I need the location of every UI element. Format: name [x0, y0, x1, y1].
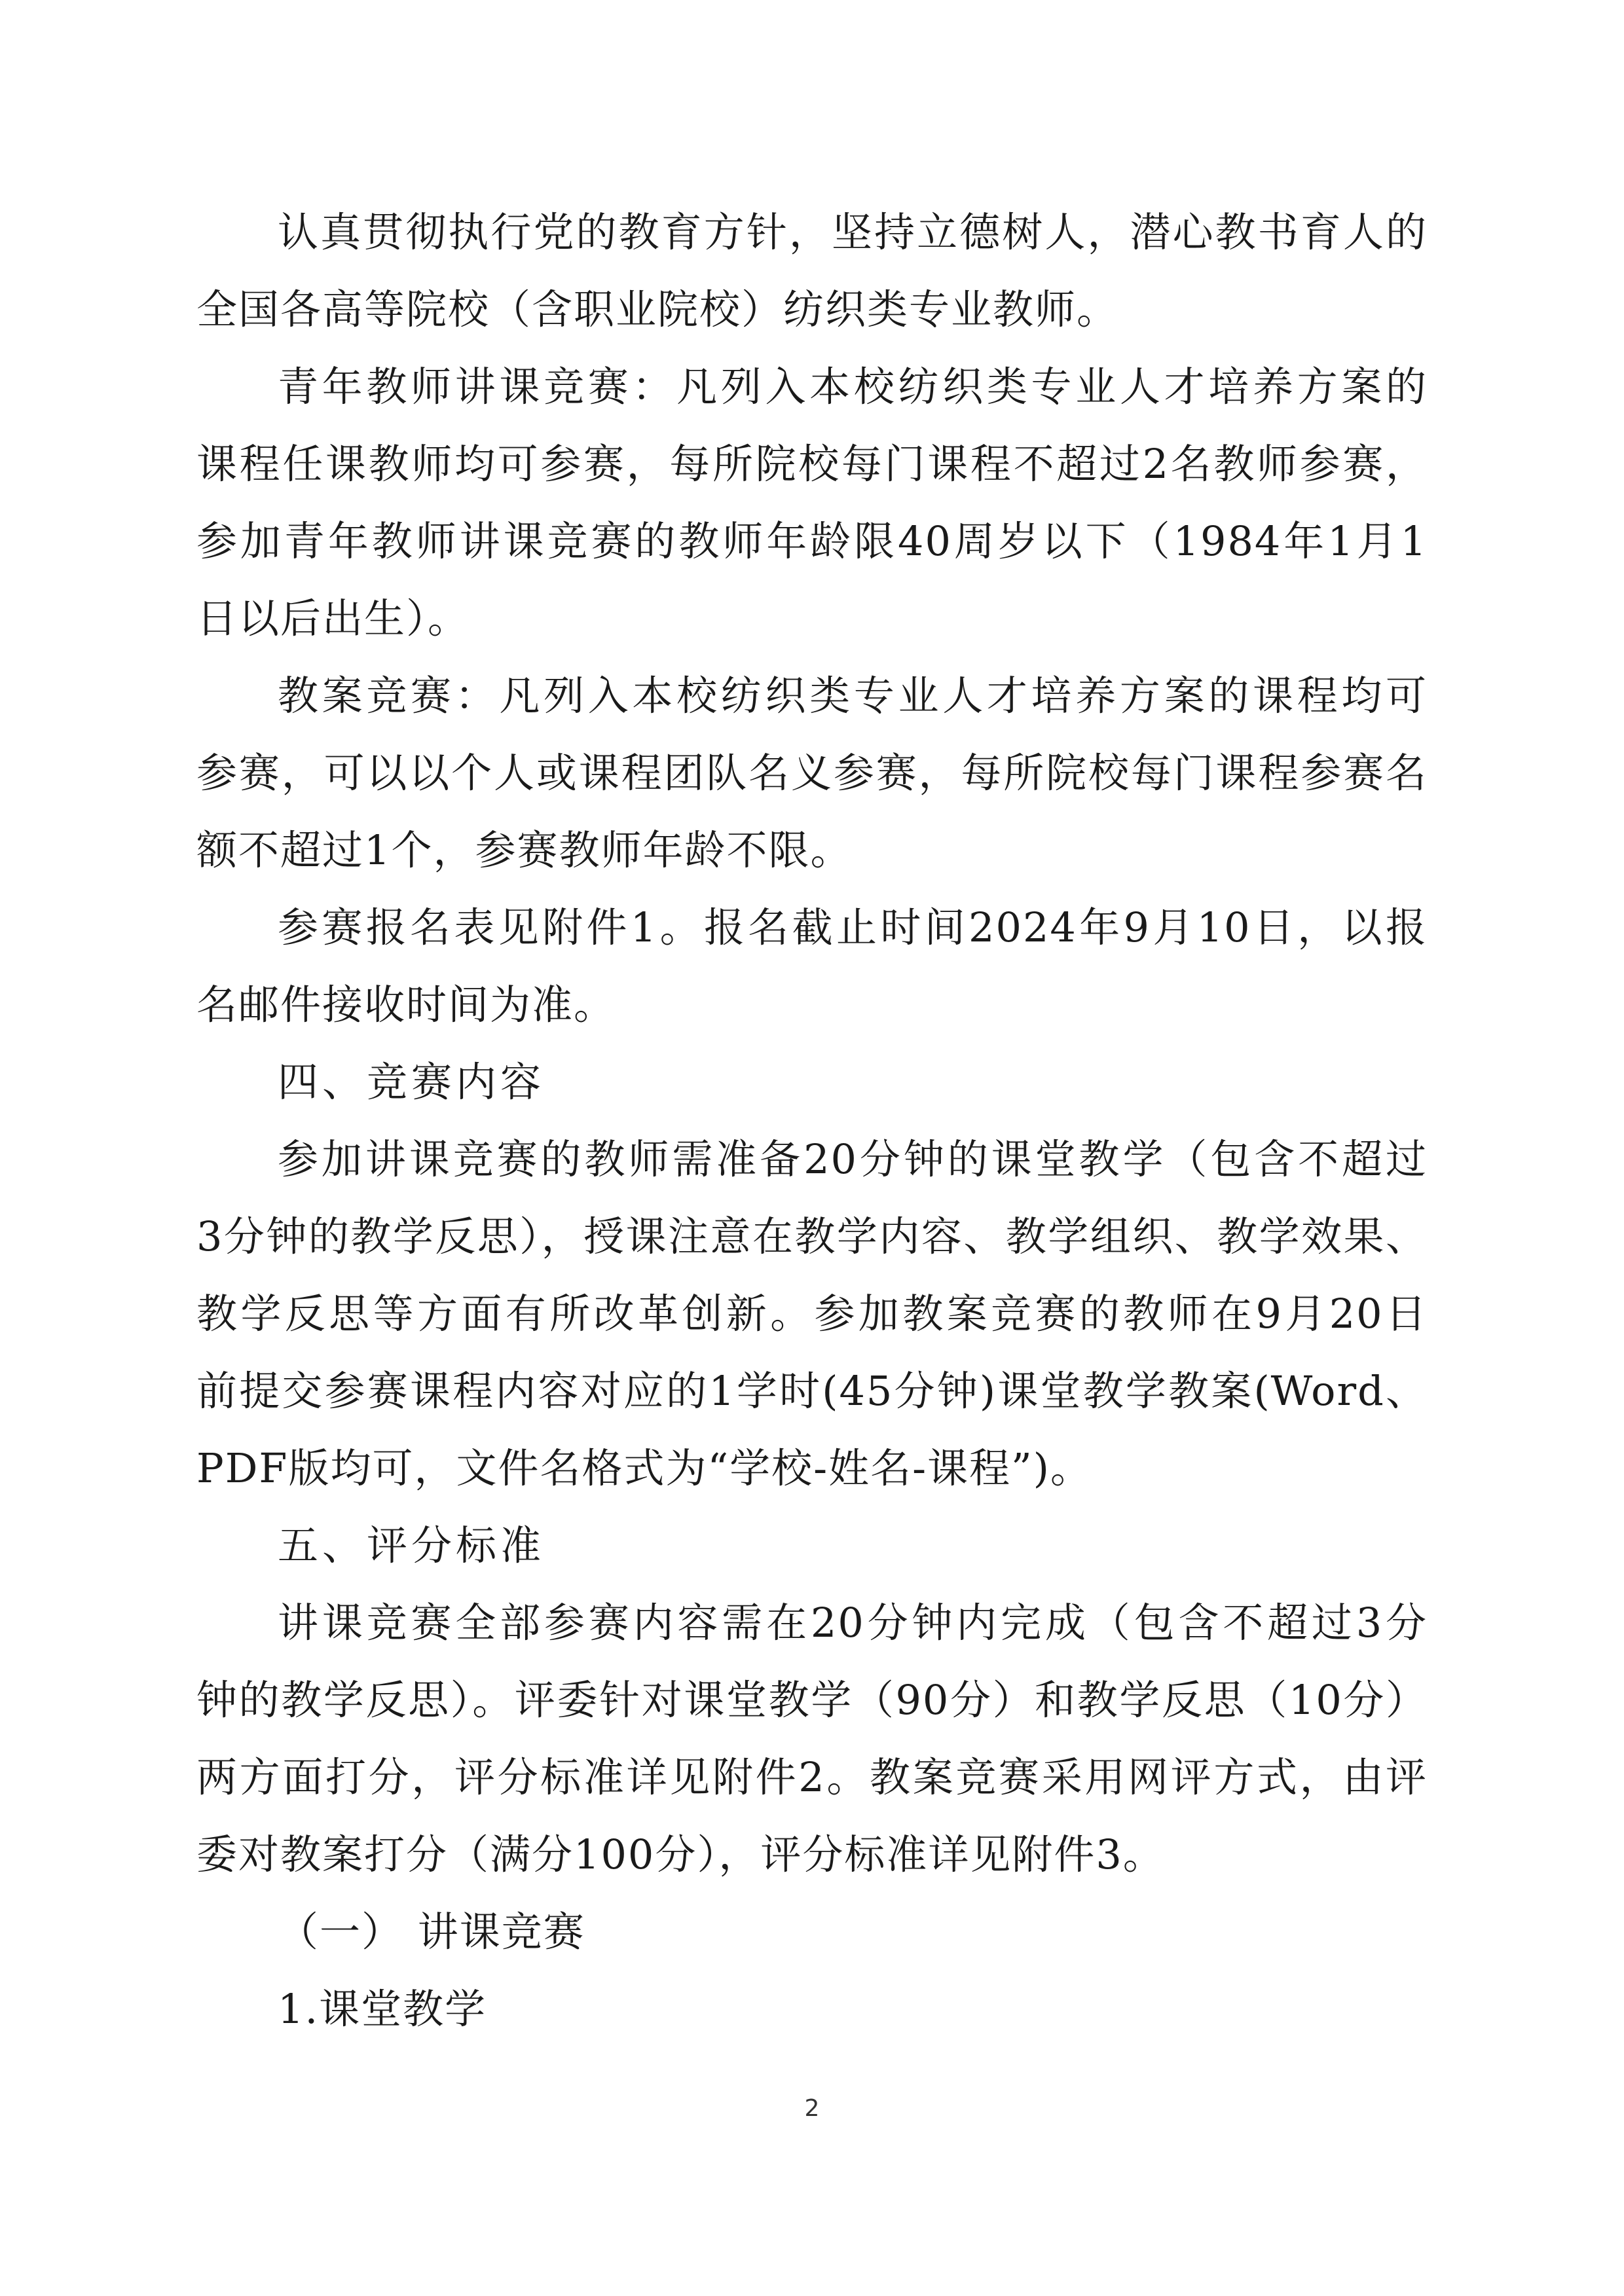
subsection-heading: （一） 讲课竞赛	[278, 1909, 585, 1955]
paragraph-line: 额不超过1个，参赛教师年龄不限。	[196, 828, 853, 873]
paragraph-line: 前提交参赛课程内容对应的1学时(45分钟)课堂教学教案(Word、	[196, 1368, 1428, 1414]
paragraph-line: 参赛，可以以个人或课程团队名义参赛，每所院校每门课程参赛名	[196, 750, 1428, 796]
paragraph-line: 钟的教学反思）。评委针对课堂教学（90分）和教学反思（10分）	[196, 1677, 1428, 1723]
paragraph-line: 讲课竞赛全部参赛内容需在20分钟内完成（包含不超过3分	[278, 1600, 1428, 1646]
section-heading: 五、评分标准	[278, 1523, 545, 1569]
paragraph-line: 青年教师讲课竞赛：凡列入本校纺织类专业人才培养方案的	[278, 364, 1428, 410]
page-number: 2	[804, 2095, 820, 2122]
paragraph-line: 课程任课教师均可参赛，每所院校每门课程不超过2名教师参赛，	[196, 441, 1428, 487]
section-heading: 四、竞赛内容	[278, 1059, 545, 1105]
paragraph-line: 委对教案打分（满分100分），评分标准详见附件3。	[196, 1832, 1165, 1878]
subsection-heading: 1.课堂教学	[278, 1986, 487, 2032]
paragraph-line: PDF版均可，文件名格式为“学校-姓名-课程”)。	[196, 1446, 1092, 1491]
paragraph-line: 参加讲课竞赛的教师需准备20分钟的课堂教学（包含不超过	[278, 1137, 1428, 1182]
paragraph-line: 日以后出生）。	[196, 596, 470, 642]
paragraph-line: 全国各高等院校（含职业院校）纺织类专业教师。	[196, 287, 1119, 333]
paragraph-line: 参赛报名表见附件1。报名截止时间2024年9月10日，以报	[278, 905, 1428, 951]
paragraph-line: 参加青年教师讲课竞赛的教师年龄限40周岁以下（1984年1月1	[196, 519, 1428, 564]
paragraph-line: 3分钟的教学反思），授课注意在教学内容、教学组织、教学效果、	[196, 1214, 1428, 1260]
document-body	[196, 210, 1428, 2064]
paragraph-line: 教学反思等方面有所改革创新。参加教案竞赛的教师在9月20日	[196, 1291, 1428, 1337]
paragraph-line: 名邮件接收时间为准。	[196, 982, 616, 1028]
paragraph-line: 教案竞赛：凡列入本校纺织类专业人才培养方案的课程均可	[278, 673, 1428, 719]
paragraph-line: 认真贯彻执行党的教育方针，坚持立德树人，潜心教书育人的	[278, 210, 1428, 255]
paragraph-line: 两方面打分，评分标准详见附件2。教案竞赛采用网评方式，由评	[196, 1755, 1428, 1800]
